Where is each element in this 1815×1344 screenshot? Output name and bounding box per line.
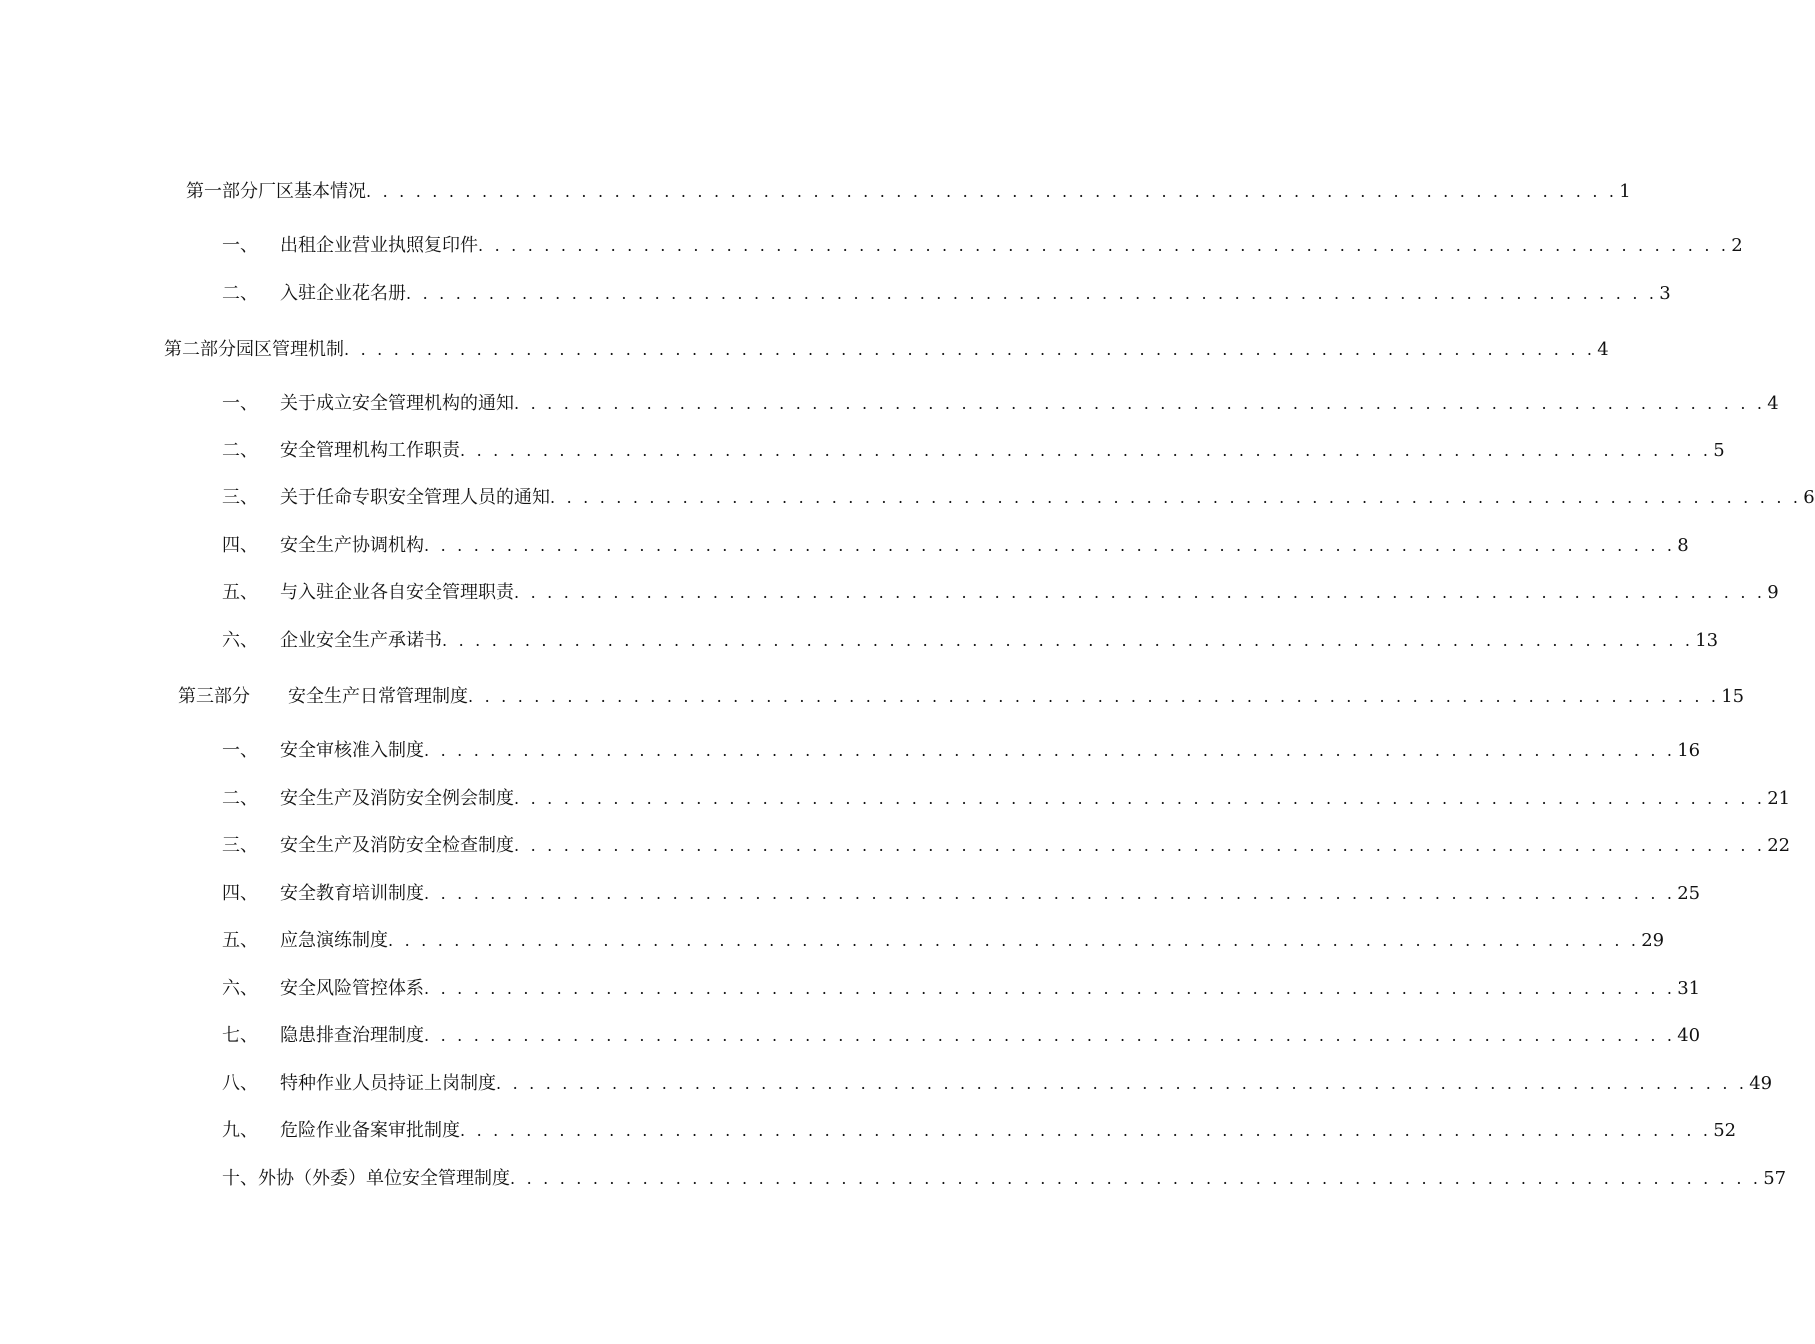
toc-entry[interactable] <box>222 280 1671 308</box>
toc-page-number: 29 <box>1641 930 1665 951</box>
toc-entry[interactable] <box>222 1022 1701 1050</box>
toc-title: 与入驻企业各自安全管理职责 <box>280 582 514 603</box>
toc-title: 安全风险管控体系 <box>280 978 424 999</box>
toc-entry[interactable] <box>222 484 1815 512</box>
toc-page-number: 8 <box>1677 535 1689 556</box>
toc-page-number: 52 <box>1713 1120 1737 1141</box>
toc-entry[interactable] <box>222 532 1689 560</box>
toc-entry[interactable] <box>222 579 1779 607</box>
toc-item-number: 九、 <box>222 1120 258 1141</box>
toc-title: 特种作业人员持证上岗制度 <box>280 1073 496 1094</box>
toc-part-number: 第三部分 <box>178 686 250 707</box>
toc-entry[interactable] <box>222 737 1701 765</box>
toc-item-number: 一、 <box>222 393 258 414</box>
toc-item-number: 七、 <box>222 1025 258 1046</box>
toc-page-number: 16 <box>1677 740 1701 761</box>
toc-item-number: 三、 <box>222 835 258 856</box>
toc-title: 隐患排查治理制度 <box>280 1025 424 1046</box>
toc-leader-dots: . . . . . . . . . . . . . . . . . . . . . . . . . . . . . . . . . . . . . . . . . . . . . . . . . . . . . . . . . . . . . . . . . . . . . . . . . . . . <box>514 836 1766 855</box>
toc-leader-dots: . . . . . . . . . . . . . . . . . . . . . . . . . . . . . . . . . . . . . . . . . . . . . . . . . . . . . . . . . . . . . . . . . . . . . . . . . . . . <box>514 789 1766 808</box>
toc-leader-dots: . . . . . . . . . . . . . . . . . . . . . . . . . . . . . . . . . . . . . . . . . . . . . . . . . . . . . . . . . . . . . . . . . . . . . . . . . . . . <box>514 583 1766 602</box>
toc-page-number: 4 <box>1597 339 1609 360</box>
toc-entry[interactable] <box>222 627 1719 655</box>
toc-leader-dots: . . . . . . . . . . . . . . . . . . . . . . . . . . . . . . . . . . . . . . . . . . . . . . . . . . . . . . . . . . . . . . . . . . . . . . . . . . . . <box>424 536 1676 555</box>
toc-entry[interactable] <box>222 880 1701 908</box>
toc-leader-dots: . . . . . . . . . . . . . . . . . . . . . . . . . . . . . . . . . . . . . . . . . . . . . . . . . . . . . . . . . . . . . . . . . . . . . . . . . . . . <box>344 340 1596 359</box>
toc-entry-part-3[interactable] <box>178 683 1745 711</box>
toc-entry[interactable] <box>222 390 1779 418</box>
toc-page-number: 49 <box>1749 1073 1773 1094</box>
toc-title: 出租企业营业执照复印件 <box>280 235 478 256</box>
toc-item-number: 四、 <box>222 535 258 556</box>
toc-title: 安全生产及消防安全检查制度 <box>280 835 514 856</box>
toc-page-number: 6 <box>1803 487 1815 508</box>
toc-entry-part-2[interactable] <box>164 336 1609 364</box>
toc-entry[interactable] <box>222 785 1791 813</box>
toc-entry[interactable] <box>222 437 1725 465</box>
toc-item-number: 四、 <box>222 883 258 904</box>
toc-item-number: 五、 <box>222 930 258 951</box>
toc-entry[interactable] <box>222 1165 1787 1193</box>
toc-entry[interactable] <box>222 1117 1737 1145</box>
toc-entry[interactable] <box>222 232 1743 260</box>
toc-title: 安全审核准入制度 <box>280 740 424 761</box>
toc-leader-dots: . . . . . . . . . . . . . . . . . . . . . . . . . . . . . . . . . . . . . . . . . . . . . . . . . . . . . . . . . . . . . . . . . . . . . . . . . . . . <box>424 741 1676 760</box>
toc-title: 危险作业备案审批制度 <box>280 1120 460 1141</box>
toc-page-number: 3 <box>1659 283 1671 304</box>
toc-page-number: 22 <box>1767 835 1791 856</box>
toc-leader-dots: . . . . . . . . . . . . . . . . . . . . . . . . . . . . . . . . . . . . . . . . . . . . . . . . . . . . . . . . . . . . . . . . . . . . . . . . . . . . <box>424 884 1676 903</box>
toc-item-number: 一、 <box>222 740 258 761</box>
toc-title: 应急演练制度 <box>280 930 388 951</box>
toc-item-number: 八、 <box>222 1073 258 1094</box>
toc-item-number: 一、 <box>222 235 258 256</box>
toc-title: 安全生产协调机构 <box>280 535 424 556</box>
toc-entry[interactable] <box>222 927 1665 955</box>
toc-leader-dots: . . . . . . . . . . . . . . . . . . . . . . . . . . . . . . . . . . . . . . . . . . . . . . . . . . . . . . . . . . . . . . . . . . . . . . . . . . . . <box>424 1026 1676 1045</box>
toc-entry[interactable] <box>222 975 1701 1003</box>
toc-leader-dots: . . . . . . . . . . . . . . . . . . . . . . . . . . . . . . . . . . . . . . . . . . . . . . . . . . . . . . . . . . . . . . . . . . . . . . . . . . . . <box>442 631 1694 650</box>
toc-title: 安全生产日常管理制度 <box>288 686 468 707</box>
toc-page-number: 57 <box>1763 1168 1787 1189</box>
toc-page-number: 15 <box>1721 686 1745 707</box>
toc-title: 第二部分园区管理机制 <box>164 339 344 360</box>
toc-page-number: 2 <box>1731 235 1743 256</box>
toc-item-number: 二、 <box>222 283 258 304</box>
toc-page-number: 4 <box>1767 393 1779 414</box>
toc-entry-part-1[interactable] <box>186 178 1631 206</box>
toc-item-number: 六、 <box>222 978 258 999</box>
toc-item-number: 二、 <box>222 788 258 809</box>
toc-title: 入驻企业花名册 <box>280 283 406 304</box>
toc-item-number: 五、 <box>222 582 258 603</box>
toc-leader-dots: . . . . . . . . . . . . . . . . . . . . . . . . . . . . . . . . . . . . . . . . . . . . . . . . . . . . . . . . . . . . . . . . . . . . . . . . . . . . <box>388 931 1640 950</box>
toc-item-number: 六、 <box>222 630 258 651</box>
toc-item-number: 十、 <box>222 1168 258 1189</box>
toc-leader-dots: . . . . . . . . . . . . . . . . . . . . . . . . . . . . . . . . . . . . . . . . . . . . . . . . . . . . . . . . . . . . . . . . . . . . . . . . . . . . <box>424 979 1676 998</box>
toc-title: 安全教育培训制度 <box>280 883 424 904</box>
toc-leader-dots: . . . . . . . . . . . . . . . . . . . . . . . . . . . . . . . . . . . . . . . . . . . . . . . . . . . . . . . . . . . . . . . . . . . . . . . . . . . . <box>460 1121 1712 1140</box>
toc-item-number: 二、 <box>222 440 258 461</box>
toc-page-number: 9 <box>1767 582 1779 603</box>
toc-title: 外协（外委）单位安全管理制度 <box>258 1168 510 1189</box>
toc-leader-dots: . . . . . . . . . . . . . . . . . . . . . . . . . . . . . . . . . . . . . . . . . . . . . . . . . . . . . . . . . . . . . . . . . . . . . . . . . . . . <box>496 1074 1748 1093</box>
toc-leader-dots: . . . . . . . . . . . . . . . . . . . . . . . . . . . . . . . . . . . . . . . . . . . . . . . . . . . . . . . . . . . . . . . . . . . . . . . . . . . . <box>478 236 1730 255</box>
toc-title: 第一部分厂区基本情况 <box>186 181 366 202</box>
toc-leader-dots: . . . . . . . . . . . . . . . . . . . . . . . . . . . . . . . . . . . . . . . . . . . . . . . . . . . . . . . . . . . . . . . . . . . . . . . . . . . . <box>460 441 1712 460</box>
toc-title: 关于任命专职安全管理人员的通知 <box>280 487 550 508</box>
toc-leader-dots: . . . . . . . . . . . . . . . . . . . . . . . . . . . . . . . . . . . . . . . . . . . . . . . . . . . . . . . . . . . . . . . . . . . . . . . . . . . . <box>550 488 1802 507</box>
toc-leader-dots: . . . . . . . . . . . . . . . . . . . . . . . . . . . . . . . . . . . . . . . . . . . . . . . . . . . . . . . . . . . . . . . . . . . . . . . . . . . . <box>514 394 1766 413</box>
toc-title: 安全管理机构工作职责 <box>280 440 460 461</box>
toc-page-number: 31 <box>1677 978 1701 999</box>
toc-item-number: 三、 <box>222 487 258 508</box>
toc-title: 关于成立安全管理机构的通知 <box>280 393 514 414</box>
toc-page-number: 21 <box>1767 788 1791 809</box>
toc-leader-dots: . . . . . . . . . . . . . . . . . . . . . . . . . . . . . . . . . . . . . . . . . . . . . . . . . . . . . . . . . . . . . . . . . . . . . . . . . . . . <box>406 284 1658 303</box>
toc-entry[interactable] <box>222 1070 1773 1098</box>
toc-title: 企业安全生产承诺书 <box>280 630 442 651</box>
toc-leader-dots: . . . . . . . . . . . . . . . . . . . . . . . . . . . . . . . . . . . . . . . . . . . . . . . . . . . . . . . . . . . . . . . . . . . . . . . . . . . . <box>366 182 1618 201</box>
toc-leader-dots: . . . . . . . . . . . . . . . . . . . . . . . . . . . . . . . . . . . . . . . . . . . . . . . . . . . . . . . . . . . . . . . . . . . . . . . . . . . . <box>510 1169 1762 1188</box>
toc-page-number: 5 <box>1713 440 1725 461</box>
toc-page-number: 1 <box>1619 181 1631 202</box>
toc-page-number: 25 <box>1677 883 1701 904</box>
toc-page-number: 40 <box>1677 1025 1701 1046</box>
toc-page-number: 13 <box>1695 630 1719 651</box>
toc-leader-dots: . . . . . . . . . . . . . . . . . . . . . . . . . . . . . . . . . . . . . . . . . . . . . . . . . . . . . . . . . . . . . . . . . . . . . . . . . . . . <box>468 687 1720 706</box>
toc-entry[interactable] <box>222 832 1791 860</box>
toc-title: 安全生产及消防安全例会制度 <box>280 788 514 809</box>
